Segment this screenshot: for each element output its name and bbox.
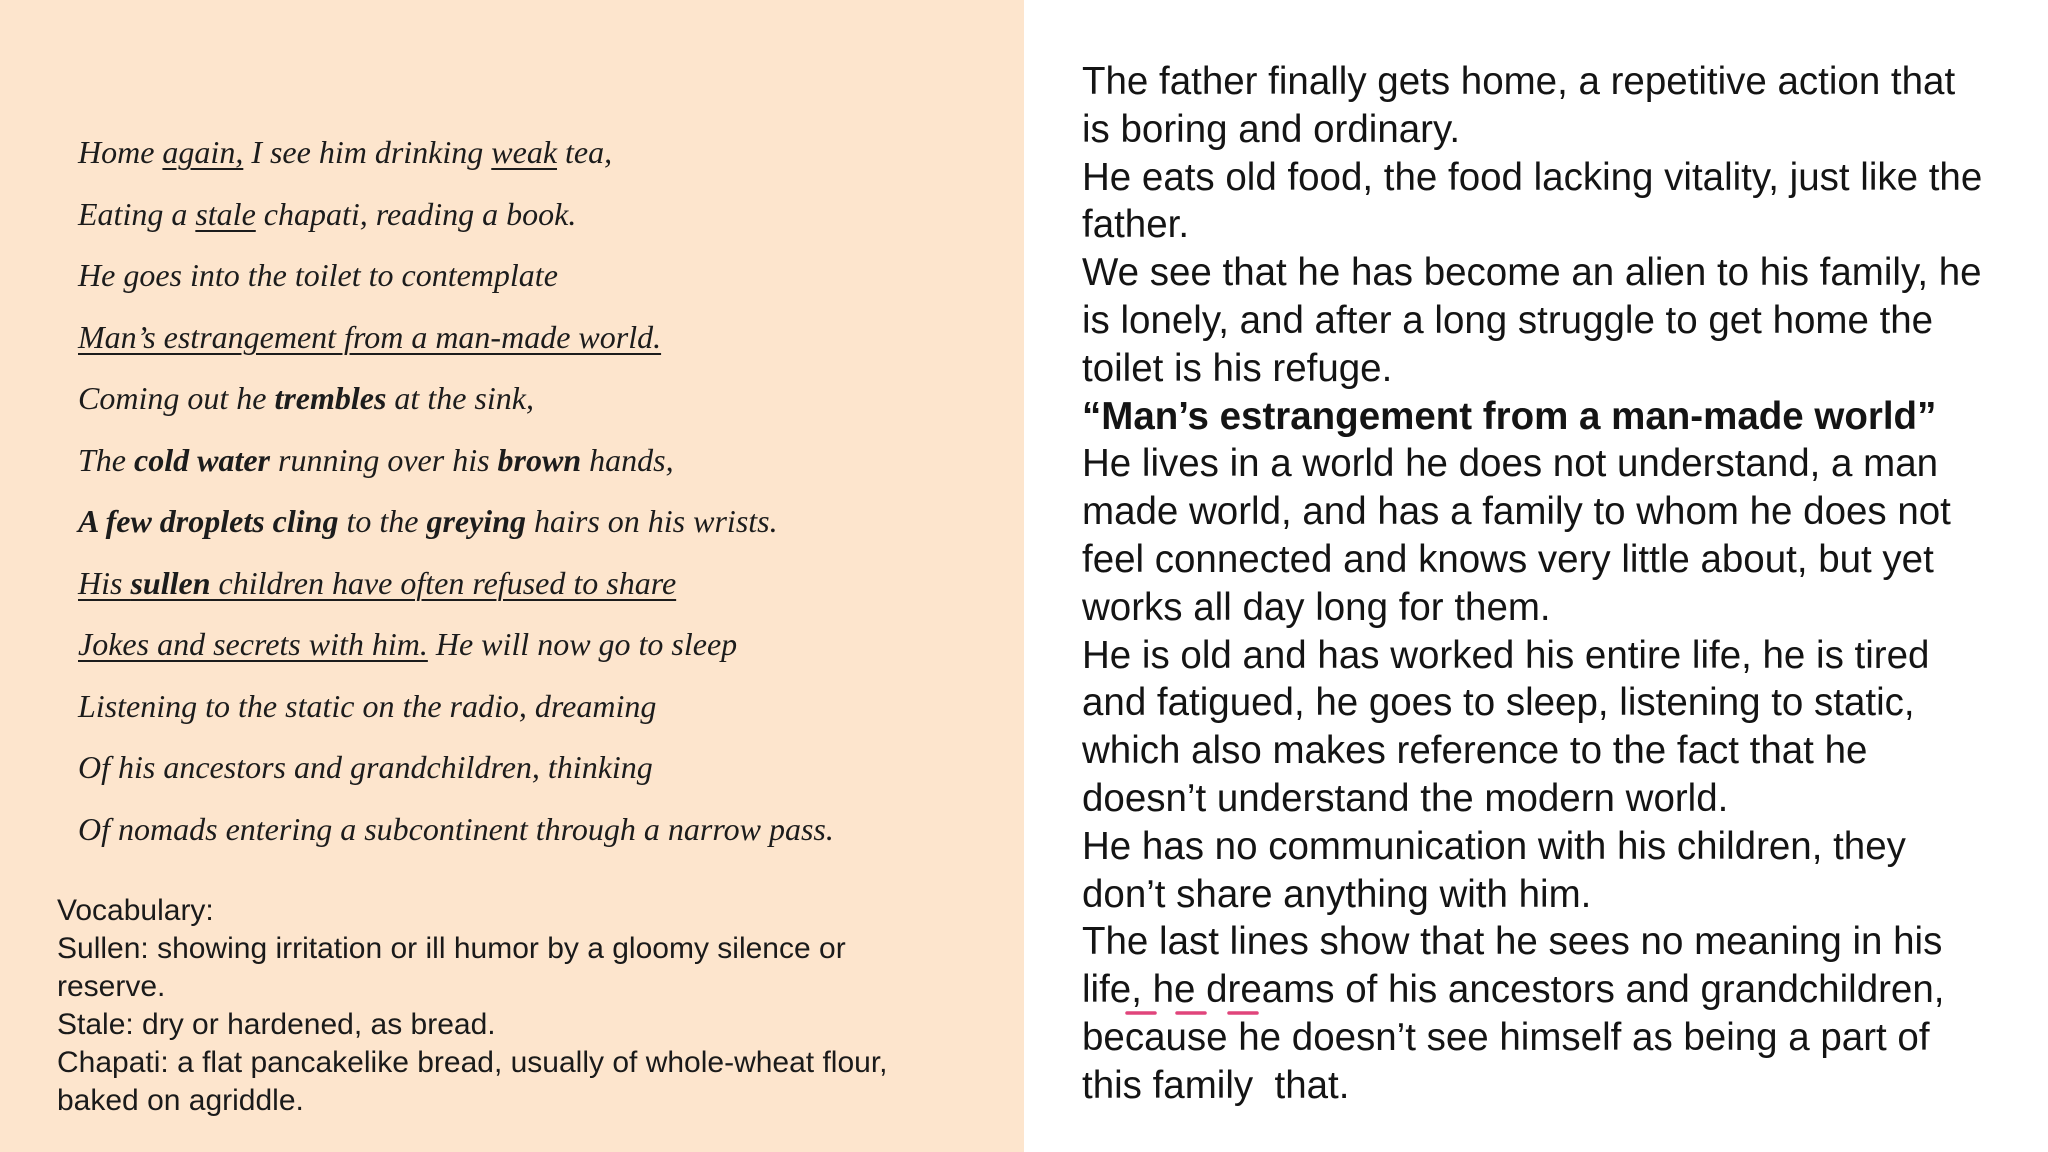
poem-line [78, 491, 1018, 553]
poem-segment: children have often refused to share [210, 564, 677, 601]
vocabulary-line: Sullen: showing irritation or ill humor by a gloomy silence or [57, 932, 846, 965]
poem-segment: again, [162, 134, 244, 170]
poem-segment: weak [491, 134, 558, 170]
poem-line [78, 799, 1018, 861]
analysis-line: feel connected and knows very little about, but yet [1082, 537, 1934, 581]
poem-segment: Listening to the static on the radio, dreaming [78, 687, 657, 724]
poem-line [78, 737, 1018, 799]
poem-segment: I see him drinking [243, 134, 492, 170]
analysis-line: is boring and ordinary. [1082, 107, 1461, 151]
poem-segment: stale [195, 195, 256, 232]
poem-segment: Jokes and secrets with him. [78, 626, 428, 662]
poem-segment: The [78, 441, 134, 478]
poem-segment: brown [497, 441, 582, 478]
poem-line [78, 676, 1018, 738]
poem-segment: He will now go to sleep [427, 626, 738, 662]
poem-line [78, 122, 1018, 184]
vocabulary-definitions [57, 930, 1007, 1120]
poem-text [78, 122, 1018, 860]
analysis-line: We see that he has become an alien to his family, he [1082, 251, 1982, 295]
analysis-line: He has no communication with his children, they [1082, 824, 1906, 868]
spellcheck-underline [1125, 1004, 1265, 1018]
poem-segment: Man’s estrangement from a man-made world. [78, 318, 662, 355]
poem-segment: Home [78, 134, 163, 170]
poem-segment: hairs on his wrists. [525, 503, 778, 539]
vocabulary-box [57, 892, 1007, 1120]
analysis-line: doesn’t understand the modern world. [1082, 776, 1729, 820]
poem-segment: greying [426, 503, 526, 539]
analysis-line: this family that. [1082, 1063, 1350, 1107]
poem-segment: trembles [274, 380, 387, 416]
analysis-line: because he doesn’t see himself as being a part of [1082, 1015, 1930, 1059]
poem-line [78, 307, 1018, 369]
vocabulary-line: baked on agriddle. [57, 1084, 304, 1117]
analysis-text [1082, 58, 2042, 1110]
vocabulary-line: reserve. [57, 970, 166, 1003]
analysis-quote-heading: “Man’s estrangement from a man-made world” [1082, 394, 1937, 438]
poem-segment: hands, [581, 441, 674, 478]
analysis-line: toilet is his refuge. [1082, 346, 1393, 390]
poem-segment: Of his ancestors and grandchildren, thinking [78, 749, 653, 785]
analysis-line: don’t share anything with him. [1082, 872, 1592, 916]
analysis-line: is lonely, and after a long struggle to get home the [1082, 298, 1934, 342]
poem-line [78, 245, 1018, 307]
analysis-line: life, he dreams of his ancestors and grandchildren, [1082, 968, 1945, 1012]
poem-segment: cold water [134, 441, 270, 478]
poem-segment: Of nomads entering a subcontinent through a narrow pass. [78, 810, 834, 847]
poem-segment: running over his [269, 441, 498, 478]
poem-segment: chapati, reading a book. [255, 195, 577, 232]
poem-line [78, 614, 1018, 676]
poem-segment: Coming out he [78, 380, 275, 416]
vocabulary-heading: Vocabulary: [57, 894, 214, 927]
analysis-line: and fatigued, he goes to sleep, listening to static, [1082, 681, 1915, 725]
poem-segment: at the sink, [386, 380, 534, 416]
analysis-line: The last lines show that he sees no meaning in his [1082, 920, 1943, 964]
analysis-line: made world, and has a family to whom he does not [1082, 490, 1951, 534]
poem-segment: Eating a [78, 195, 196, 232]
vocabulary-line: Stale: dry or hardened, as bread. [57, 1008, 496, 1041]
vocabulary-line: Chapati: a flat pancakelike bread, usually of whole-wheat flour, [57, 1046, 888, 1079]
poem-line [78, 553, 1018, 615]
analysis-line: He lives in a world he does not understand, a man [1082, 442, 1939, 486]
poem-segment: sullen [130, 564, 211, 601]
poem-segment: A few droplets cling [78, 503, 339, 539]
poem-segment: He goes into the toilet to contemplate [78, 257, 558, 293]
analysis-line: He eats old food, the food lacking vitality, just like the [1082, 155, 1983, 199]
poem-segment: to the [338, 503, 427, 539]
poem-line [78, 430, 1018, 492]
analysis-line: The father finally gets home, a repetitive action that [1082, 60, 1956, 103]
poem-segment: His [78, 564, 131, 601]
poem-segment: tea, [557, 134, 613, 170]
analysis-line: He is old and has worked his entire life, he is tired [1082, 633, 1930, 677]
analysis-line: which also makes reference to the fact that he [1082, 729, 1868, 773]
analysis-line: father. [1082, 203, 1190, 247]
poem-line [78, 184, 1018, 246]
analysis-line: works all day long for them. [1082, 585, 1551, 629]
poem-line [78, 368, 1018, 430]
